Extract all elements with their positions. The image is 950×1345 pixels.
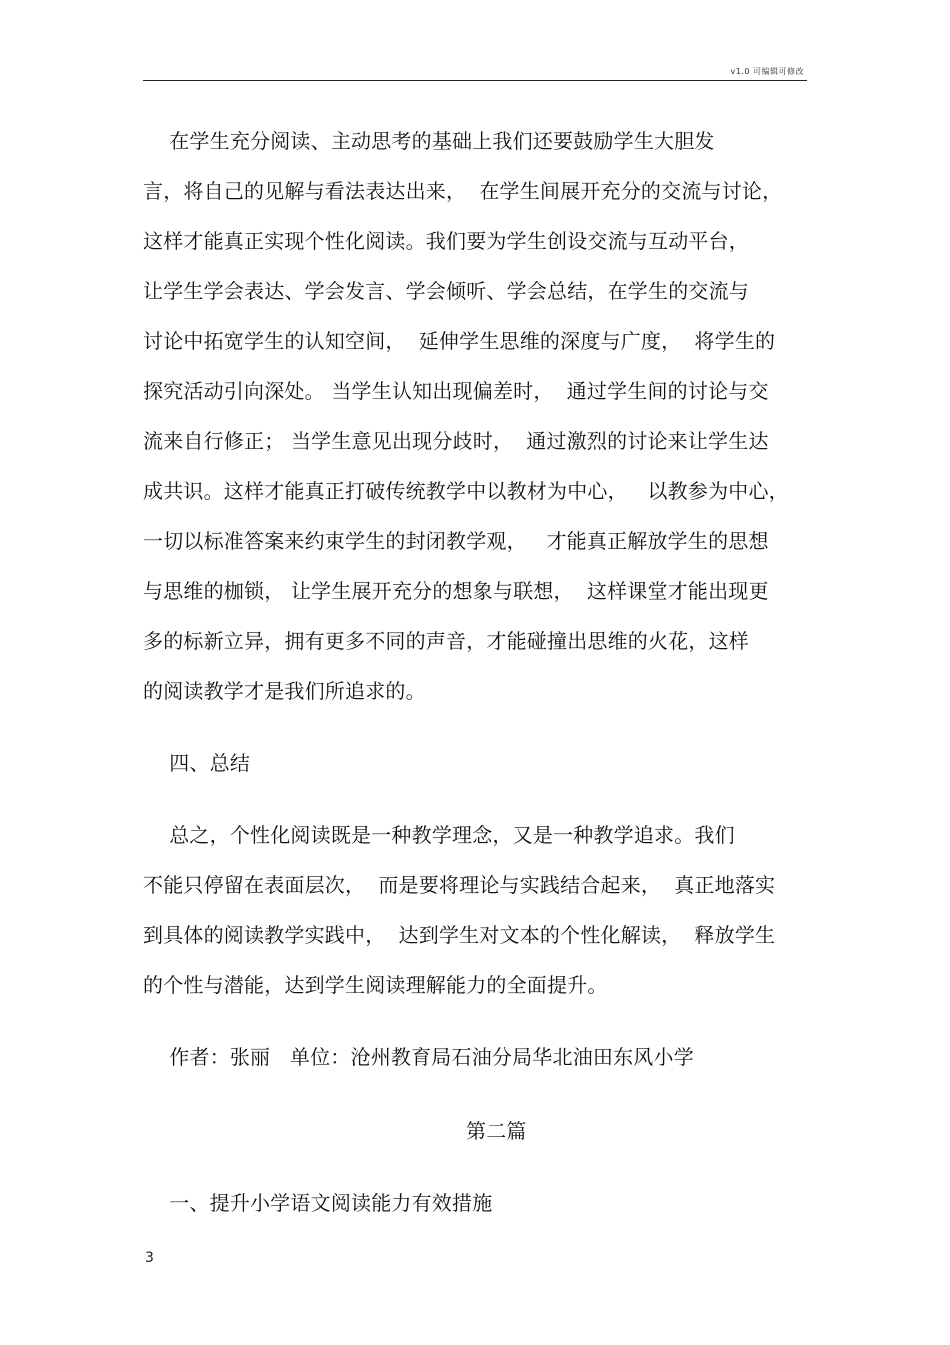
- section-heading: 四、总结: [143, 751, 251, 775]
- text-line: 这样才能真正实现个性化阅读。我们要为学生创设交流与互动平台，: [143, 229, 749, 253]
- header-version-note: v1.0 可编辑可修改: [730, 67, 804, 76]
- text-line: 的阅读教学才是我们所追求的。: [143, 679, 426, 703]
- author-line: 作者：张丽 单位：沧州教育局石油分局华北油田东风小学: [143, 1045, 694, 1069]
- text-line: 让学生学会表达、学会发言、学会倾听、学会总结，在学生的交流与: [143, 279, 749, 303]
- text-line: 的个性与潜能，达到学生阅读理解能力的全面提升。: [143, 973, 608, 997]
- header-rule: [143, 80, 807, 81]
- text-line: 到具体的阅读教学实践中， 达到学生对文本的个性化解读， 释放学生: [143, 923, 776, 947]
- page-number: 3: [145, 1250, 154, 1266]
- text-line: 流来自行修正； 当学生意见出现分歧时， 通过激烈的讨论来让学生达: [143, 429, 769, 453]
- text-line: 总之，个性化阅读既是一种教学理念，又是一种教学追求。我们: [143, 823, 735, 847]
- subheading: 一、提升小学语文阅读能力有效措施: [143, 1191, 493, 1215]
- text-line: 一切以标准答案来约束学生的封闭教学观， 才能真正解放学生的思想: [143, 529, 769, 553]
- text-line: 讨论中拓宽学生的认知空间， 延伸学生思维的深度与广度， 将学生的: [143, 329, 776, 353]
- text-line: 多的标新立异，拥有更多不同的声音，才能碰撞出思维的火花，这样: [143, 629, 749, 653]
- text-line: 不能只停留在表面层次， 而是要将理论与实践结合起来， 真正地落实: [143, 873, 776, 897]
- text-line: 成共识。这样才能真正打破传统教学中以教材为中心， 以教参为中心，: [143, 479, 789, 503]
- part-title: 第二篇: [466, 1119, 527, 1143]
- text-line: 言，将自己的见解与看法表达出来， 在学生间展开充分的交流与讨论，: [143, 179, 783, 203]
- text-line: 探究活动引向深处。 当学生认知出现偏差时， 通过学生间的讨论与交: [143, 379, 769, 403]
- text-line: 与思维的枷锁， 让学生展开充分的想象与联想， 这样课堂才能出现更: [143, 579, 769, 603]
- text-line: 在学生充分阅读、主动思考的基础上我们还要鼓励学生大胆发: [143, 129, 715, 153]
